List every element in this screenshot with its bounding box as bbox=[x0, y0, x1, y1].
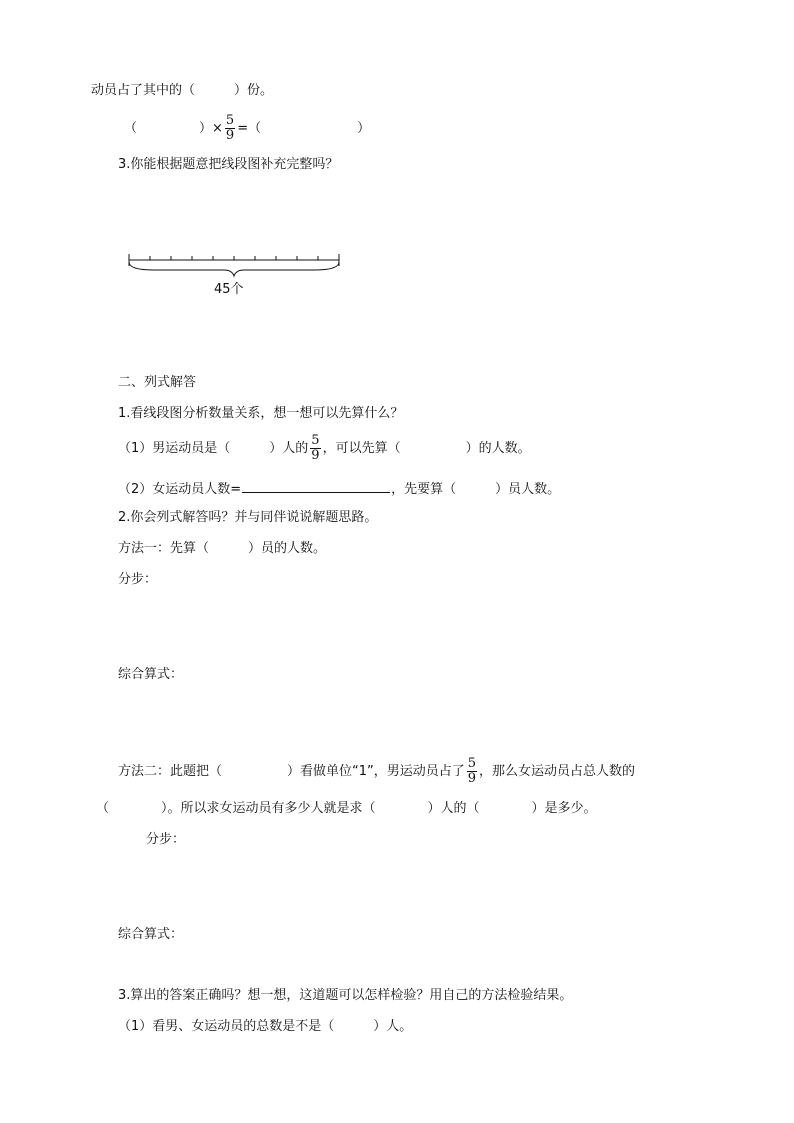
q1-1-prefix: （1）男运动员是（ ）人的 bbox=[118, 441, 309, 456]
fraction-denominator: 9 bbox=[311, 448, 320, 463]
method-1-text: 方法一：先算（ ）员的人数。 bbox=[118, 541, 327, 556]
question-1-part-2 bbox=[118, 478, 560, 499]
question-1-part-1 bbox=[118, 430, 531, 468]
question-3-part-1: （1）看男、女运动员的总数是不是（ ）人。 bbox=[118, 1019, 413, 1034]
fraction-numerator: 5 bbox=[225, 113, 235, 128]
equation-line bbox=[124, 110, 370, 148]
fraction-denominator: 9 bbox=[225, 128, 235, 143]
fraction-numerator: 5 bbox=[467, 756, 477, 771]
brace bbox=[129, 262, 339, 276]
q1-2-prefix: （2）女运动员人数= bbox=[118, 482, 242, 497]
diagram-label: 45个 bbox=[214, 282, 244, 297]
text-line-1: 动员占了其中的（ ）份。 bbox=[91, 83, 274, 98]
fraction-numerator: 5 bbox=[311, 433, 320, 448]
equation-left-paren: （ bbox=[124, 121, 138, 136]
fraction-5-9 bbox=[467, 757, 477, 786]
method-2-line-1 bbox=[118, 752, 635, 792]
method-1-combined-label: 综合算式： bbox=[118, 667, 184, 682]
m2-prefix: 方法二：此题把（ ）看做单位“1”，男运动员占了 bbox=[118, 764, 465, 779]
fraction-5-9 bbox=[310, 434, 320, 463]
method-2-steps-label: 分步： bbox=[146, 832, 186, 847]
equation-right-paren: ） bbox=[357, 121, 371, 136]
question-2-text: 2.你会列式解答吗？并与同伴说说解题思路。 bbox=[118, 510, 378, 525]
equation-equals: =（ bbox=[237, 121, 262, 136]
m2-suffix: ，那么女运动员占总人数的 bbox=[479, 764, 636, 779]
line-segment-svg bbox=[124, 248, 344, 308]
method-2-combined-label: 综合算式： bbox=[118, 927, 184, 942]
line-segment-diagram bbox=[124, 248, 344, 308]
question-1-text: 1.看线段图分析数量关系，想一想可以先算什么？ bbox=[118, 406, 404, 421]
method-1-steps-label: 分步： bbox=[118, 572, 158, 587]
fraction-5-9 bbox=[225, 114, 235, 143]
q1-1-suffix: ，可以先算（ ）的人数。 bbox=[322, 441, 531, 456]
question-3-text: 3.你能根据题意把线段图补充完整吗？ bbox=[118, 157, 339, 172]
section-2-heading: 二、列式解答 bbox=[118, 375, 197, 390]
method-2-line-2: （ ）。所以求女运动员有多少人就是求（ ）人的（ ）是多少。 bbox=[96, 801, 597, 816]
equation-times: ）× bbox=[199, 121, 223, 136]
answer-blank[interactable] bbox=[242, 478, 390, 493]
fraction-denominator: 9 bbox=[467, 771, 477, 786]
question-3-check-text: 3.算出的答案正确吗？想一想，这道题可以怎样检验？用自己的方法检验结果。 bbox=[118, 988, 573, 1003]
q1-2-suffix: ，先要算（ ）员人数。 bbox=[391, 482, 561, 497]
